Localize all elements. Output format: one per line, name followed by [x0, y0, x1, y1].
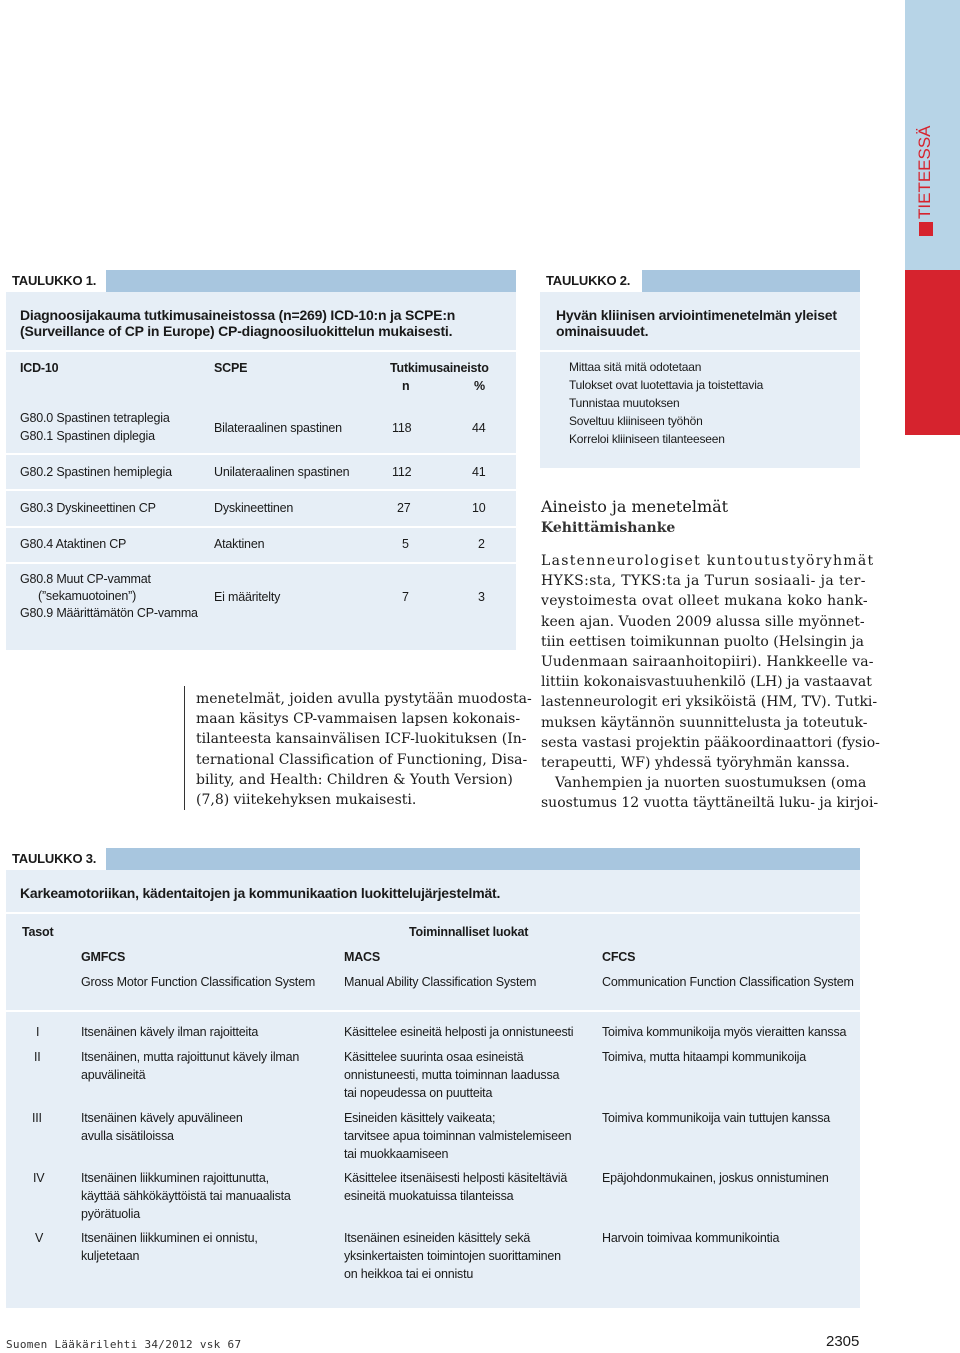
table1-row-n: 112: [392, 465, 412, 479]
table1-row-icd: G80.4 Ataktinen CP: [20, 537, 127, 551]
table3-gmfcs-full: Gross Motor Function Classification System: [81, 975, 316, 989]
body-left-text: [196, 689, 532, 810]
table3-level: IV: [33, 1171, 45, 1185]
body-line: littiin kokonaisvastuuhenkilö (LH) ja vastaavat: [541, 674, 872, 691]
section-heading: Aineisto ja menetelmät: [541, 497, 729, 516]
body-line: menetelmät, joiden avulla pystytään muodosta-: [196, 691, 532, 707]
table3-cfcs-cell: Toimiva kommunikoija vain tuttujen kanssa: [602, 1111, 831, 1125]
table3-title: Karkeamotoriikan, kädentaitojen ja kommunikaation luokittelujärjestelmät.: [20, 885, 501, 901]
body-line: lastenneurologit eri yksiköistä (HM, TV). Tutki-: [541, 694, 878, 711]
table3-macs-full: Manual Ability Classification System: [344, 975, 537, 989]
table1-col-scpe: SCPE: [214, 361, 248, 375]
table3-cfcs-full: Communication Function Classification System: [602, 975, 854, 989]
body-right-text: [541, 551, 880, 814]
table3-col-cfcs: CFCS: [602, 950, 636, 964]
table3-macs-cell: tarvitsee apua toiminnan valmistelemiseen: [344, 1129, 572, 1143]
table2-item: Korreloi kliiniseen tilanteeseen: [569, 432, 725, 446]
table3-gmfcs-cell: apuvälineitä: [81, 1068, 146, 1082]
table1-row-n: 27: [397, 501, 411, 515]
section-subheading: Kehittämishanke: [541, 520, 676, 536]
table2-title-1: Hyvän kliinisen arviointimenetelmän yleiset: [556, 307, 837, 323]
table3-col-gmfcs: GMFCS: [81, 950, 126, 964]
footer-page-number: 2305: [826, 1333, 860, 1350]
table3-gmfcs-cell: käyttää sähkökäyttöistä tai manuaalista: [81, 1189, 291, 1203]
table3-gmfcs-cell: pyörätuolia: [81, 1207, 140, 1221]
table2-title-2: ominaisuudet.: [556, 323, 649, 339]
footer-journal: Suomen Lääkärilehti 34/2012 vsk 67: [6, 1338, 242, 1351]
table3-gmfcs-cell: Itsenäinen liikkuminen ei onnistu,: [81, 1231, 258, 1245]
table1-row-icd: G80.9 Määrittämätön CP-vamma: [20, 606, 198, 620]
table3-cfcs-cell: Epäjohdonmukainen, joskus onnistuminen: [602, 1171, 829, 1185]
table3-gmfcs-cell: Itsenäinen, mutta rajoittunut kävely ilman: [81, 1050, 300, 1064]
table1-row-scpe: Bilateraalinen spastinen: [214, 421, 342, 435]
table1-row-icd: G80.8 Muut CP-vammat: [20, 572, 151, 586]
table3-macs-cell: esineitä muokatuissa tilanteissa: [344, 1189, 514, 1203]
table3-gmfcs-cell: Itsenäinen liikkuminen rajoittunutta,: [81, 1171, 269, 1185]
table1-label: TAULUKKO 1.: [12, 273, 97, 288]
table1-col-pct: %: [474, 379, 485, 393]
table1-row-n: 118: [392, 421, 412, 435]
table3-macs-cell: Käsittelee suurinta osaa esineistä: [344, 1050, 524, 1064]
table1-row-icd: G80.1 Spastinen diplegia: [20, 429, 155, 443]
table1-row-scpe: Ei määritelty: [214, 590, 281, 604]
table2-header-bar: [540, 270, 860, 292]
side-tab-marker: [919, 222, 933, 236]
table3-cfcs-cell: Toimiva, mutta hitaampi kommunikoija: [602, 1050, 806, 1064]
table1-row-pct: 10: [472, 501, 486, 515]
table1-col-n: n: [402, 379, 410, 393]
body-line: tiin eettisen toimikunnan puolto (Helsingin ja: [541, 633, 865, 650]
table1-title-1: Diagnoosijakauma tutkimusaineistossa (n=269) ICD-10:n ja SCPE:n: [20, 307, 456, 323]
table3-level: II: [34, 1050, 41, 1064]
table3-cfcs-cell: Toimiva kommunikoija myös vieraitten kanssa: [602, 1025, 847, 1039]
table1-row-n: 5: [402, 537, 409, 551]
table1-col-icd: ICD-10: [20, 361, 59, 375]
table3-macs-cell: Itsenäinen esineiden käsittely sekä: [344, 1231, 531, 1245]
body-line: muksen käytännön suunnittelusta ja toteutuk-: [541, 714, 868, 731]
table1-row-scpe: Ataktinen: [214, 537, 265, 551]
table1-row-n: 7: [402, 590, 409, 604]
table3-macs-cell: Käsittelee itsenäisesti helposti käsiteltäviä: [344, 1171, 568, 1185]
body-line: Vanhempien ja nuorten suostumuksen (oma: [555, 775, 867, 792]
table1-row-pct: 3: [478, 590, 485, 604]
table3-header-bar: [6, 848, 860, 870]
side-tab-label: TIETEESSÄ: [915, 125, 934, 219]
table3-gmfcs-cell: Itsenäinen kävely apuvälineen: [81, 1111, 243, 1125]
table1-row-icd: (”sekamuotoinen”): [38, 589, 137, 603]
table3-level: I: [36, 1025, 40, 1039]
table1-row-scpe: Unilateraalinen spastinen: [214, 465, 350, 479]
side-tab: [905, 0, 960, 435]
body-line: maan käsitys CP-vammaisen lapsen kokonais-: [196, 711, 521, 728]
table3-macs-cell: Käsittelee esineitä helposti ja onnistuneesti: [344, 1025, 574, 1039]
table1-row-icd: G80.2 Spastinen hemiplegia: [20, 465, 172, 479]
body-line: sesta vastasi projektin pääkoordinaattori (fysio-: [541, 734, 880, 751]
table3-col-levels: Tasot: [22, 925, 54, 939]
table2-item: Tulokset ovat luotettavia ja toistettavia: [569, 378, 764, 392]
table1-col-study: Tutkimusaineisto: [390, 361, 489, 375]
table1-header-bar: [6, 270, 516, 292]
table1-row-icd: G80.3 Dyskineettinen CP: [20, 501, 156, 515]
body-line: keen ajan. Vuoden 2009 alussa sille myönnet-: [541, 613, 865, 630]
table3-cfcs-cell: Harvoin toimivaa kommunikointia: [602, 1231, 780, 1245]
body-line: HYKS:sta, TYKS:ta ja Turun sosiaali- ja ter-: [541, 573, 866, 590]
body-line: ternational Classification of Functioning, Disa-: [196, 751, 528, 768]
body-left-bar: [184, 686, 185, 810]
table1-row-icd: G80.0 Spastinen tetraplegia: [20, 411, 170, 425]
table3-macs-cell: tai nopeudessa on puutteita: [344, 1086, 493, 1100]
body-line: (7,8) viitekehyksen mukaisesti.: [196, 792, 417, 809]
body-line: bility, and Health: Children & Youth Version): [196, 771, 513, 788]
table2-item: Tunnistaa muutoksen: [569, 396, 680, 410]
table3-gmfcs-cell: Itsenäinen kävely ilman rajoitteita: [81, 1025, 259, 1039]
table3-macs-cell: on heikkoa tai ei onnistu: [344, 1267, 474, 1281]
table2-item: Soveltuu kliiniseen työhön: [569, 414, 703, 428]
table3-col-group: Toiminnalliset luokat: [409, 925, 529, 939]
table1-row-pct: 41: [472, 465, 486, 479]
table1-row-pct: 44: [472, 421, 486, 435]
table1-title-2: (Surveillance of CP in Europe) CP-diagnoosiluokittelun mukaisesti.: [20, 323, 453, 339]
body-line: terapeutti, WF) yhdessä työryhmän kanssa.: [541, 755, 850, 772]
table1-row-scpe: Dyskineettinen: [214, 501, 294, 515]
table3-level: III: [32, 1111, 42, 1125]
body-line: Uudenmaan sairaanhoitopiiri). Hankkeelle va-: [541, 654, 874, 671]
body-line: tilanteesta kansainvälisen ICF-luokituksen (In-: [196, 731, 527, 748]
table3-macs-cell: onnistuneesti, mutta toiminnan laadussa: [344, 1068, 560, 1082]
table3-macs-cell: Esineiden käsittely vaikeata;: [344, 1111, 496, 1125]
table3-gmfcs-cell: kuljetetaan: [81, 1249, 140, 1263]
body-line: veystoimesta ovat olleet mukana koko hank-: [541, 593, 868, 610]
side-tab-red: [905, 270, 960, 435]
body-line: suostumus 12 vuotta täyttäneiltä luku- ja kirjoi-: [541, 795, 879, 812]
table3-label: TAULUKKO 3.: [12, 851, 97, 866]
table2-label: TAULUKKO 2.: [546, 273, 631, 288]
table3-macs-cell: tai muokkaamiseen: [344, 1147, 449, 1161]
table3-level: V: [35, 1231, 44, 1245]
body-line: Lastenneurologiset kuntoutustyöryhmät: [541, 553, 875, 569]
table3-gmfcs-cell: avulla sisätiloissa: [81, 1129, 174, 1143]
table1-row-pct: 2: [478, 537, 485, 551]
table3-macs-cell: yksinkertaisten toimintojen suorittaminen: [344, 1249, 561, 1263]
table2-item: Mittaa sitä mitä odotetaan: [569, 360, 702, 374]
table3-col-macs: MACS: [344, 950, 381, 964]
